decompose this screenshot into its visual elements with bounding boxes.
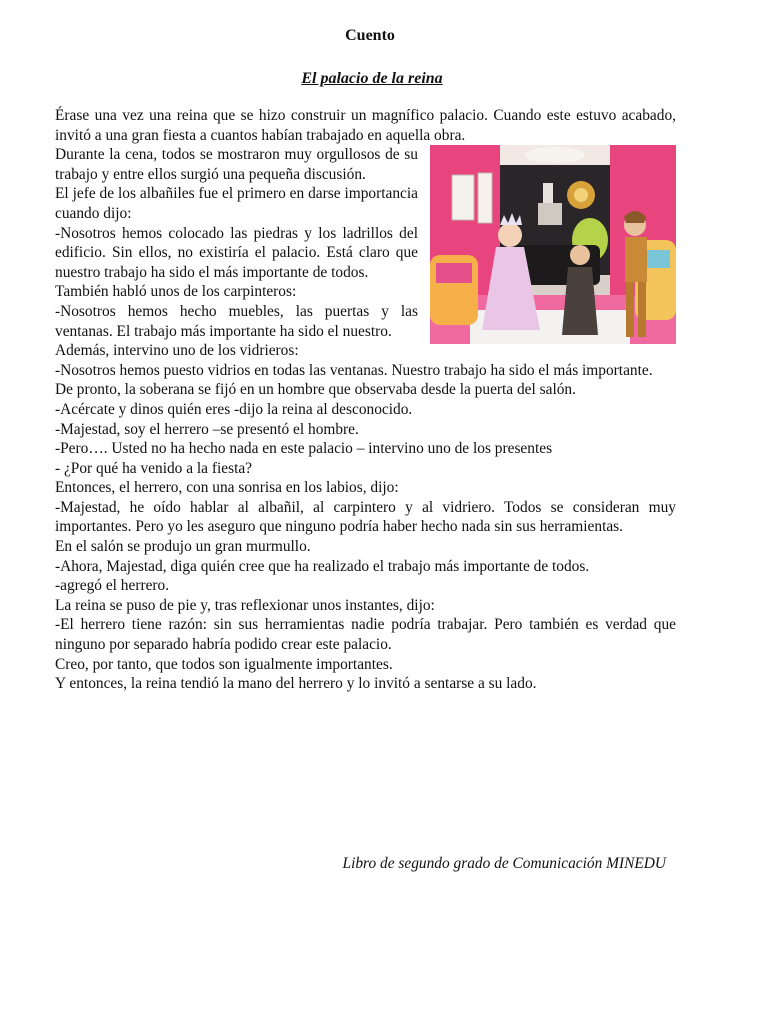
story-paragraph: -Nosotros hemos hecho muebles, las puertas y las ventanas. El trabajo más importante ha sido el nuestro. — [55, 302, 418, 340]
story-paragraph: Además, intervino uno de los vidrieros: — [55, 342, 299, 360]
story-paragraph: También habló unos de los carpinteros: — [55, 283, 297, 301]
story-paragraph: Érase una vez una reina que se hizo construir un magnífico palacio. Cuando este estuvo acabado, invitó a una gran fiesta a cuantos habían trabajado en aquella obra. — [55, 107, 676, 144]
palace-illustration — [430, 145, 676, 344]
document-heading: Cuento — [345, 27, 395, 44]
source-credit: Libro de segundo grado de Comunicación MINEDU — [342, 855, 666, 872]
story-paragraph: -Acércate y dinos quién eres -dijo la reina al desconocido. — [55, 400, 413, 418]
story-body — [55, 106, 676, 694]
story-paragraph: Creo, por tanto, que todos son igualmente importantes. — [55, 655, 393, 673]
story-paragraph: -Nosotros hemos puesto vidrios en todas las ventanas. Nuestro trabajo ha sido el más importante. — [55, 361, 653, 379]
story-paragraph: La reina se puso de pie y, tras reflexionar unos instantes, dijo: — [55, 596, 435, 614]
story-paragraph: En el salón se produjo un gran murmullo. — [55, 538, 311, 556]
story-paragraph: -El herrero tiene razón: sin sus herramientas nadie podría trabajar. Pero también es verdad que ninguno por separado habría podido crear este palacio. — [55, 616, 676, 654]
story-paragraph: - ¿Por qué ha venido a la fiesta? — [55, 459, 253, 477]
story-paragraph: El jefe de los albañiles fue el primero en darse importancia cuando dijo: — [55, 185, 418, 222]
story-title: El palacio de la reina — [301, 70, 443, 87]
story-paragraph: Durante la cena, todos se mostraron muy orgullosos de su trabajo y entre ellos surgió una pequeña discusión. — [55, 146, 418, 183]
palace-illustration-icon — [430, 145, 676, 344]
story-paragraph: -Nosotros hemos colocado las piedras y los ladrillos del edificio. Sin ellos, no existiría el palacio. Está claro que nuestro trabajo ha sido el más importante de todos. — [55, 224, 418, 281]
story-paragraph: De pronto, la soberana se fijó en un hombre que observaba desde la puerta del salón. — [55, 381, 576, 399]
story-paragraph: -Ahora, Majestad, diga quién cree que ha realizado el trabajo más importante de todos. — [55, 557, 590, 575]
story-paragraph: -agregó el herrero. — [55, 577, 170, 595]
story-paragraph: Y entonces, la reina tendió la mano del herrero y lo invitó a sentarse a su lado. — [55, 675, 537, 693]
story-paragraph: -Majestad, he oído hablar al albañil, al carpintero y al vidriero. Todos se consideran muy importantes. Pero yo les aseguro que ninguno podría haber hecho nada sin sus herramientas. — [55, 498, 676, 536]
story-paragraph: Entonces, el herrero, con una sonrisa en los labios, dijo: — [55, 479, 399, 497]
story-paragraph: -Majestad, soy el herrero –se presentó el hombre. — [55, 420, 359, 438]
story-paragraph: -Pero…. Usted no ha hecho nada en este palacio – intervino uno de los presentes — [55, 440, 553, 458]
